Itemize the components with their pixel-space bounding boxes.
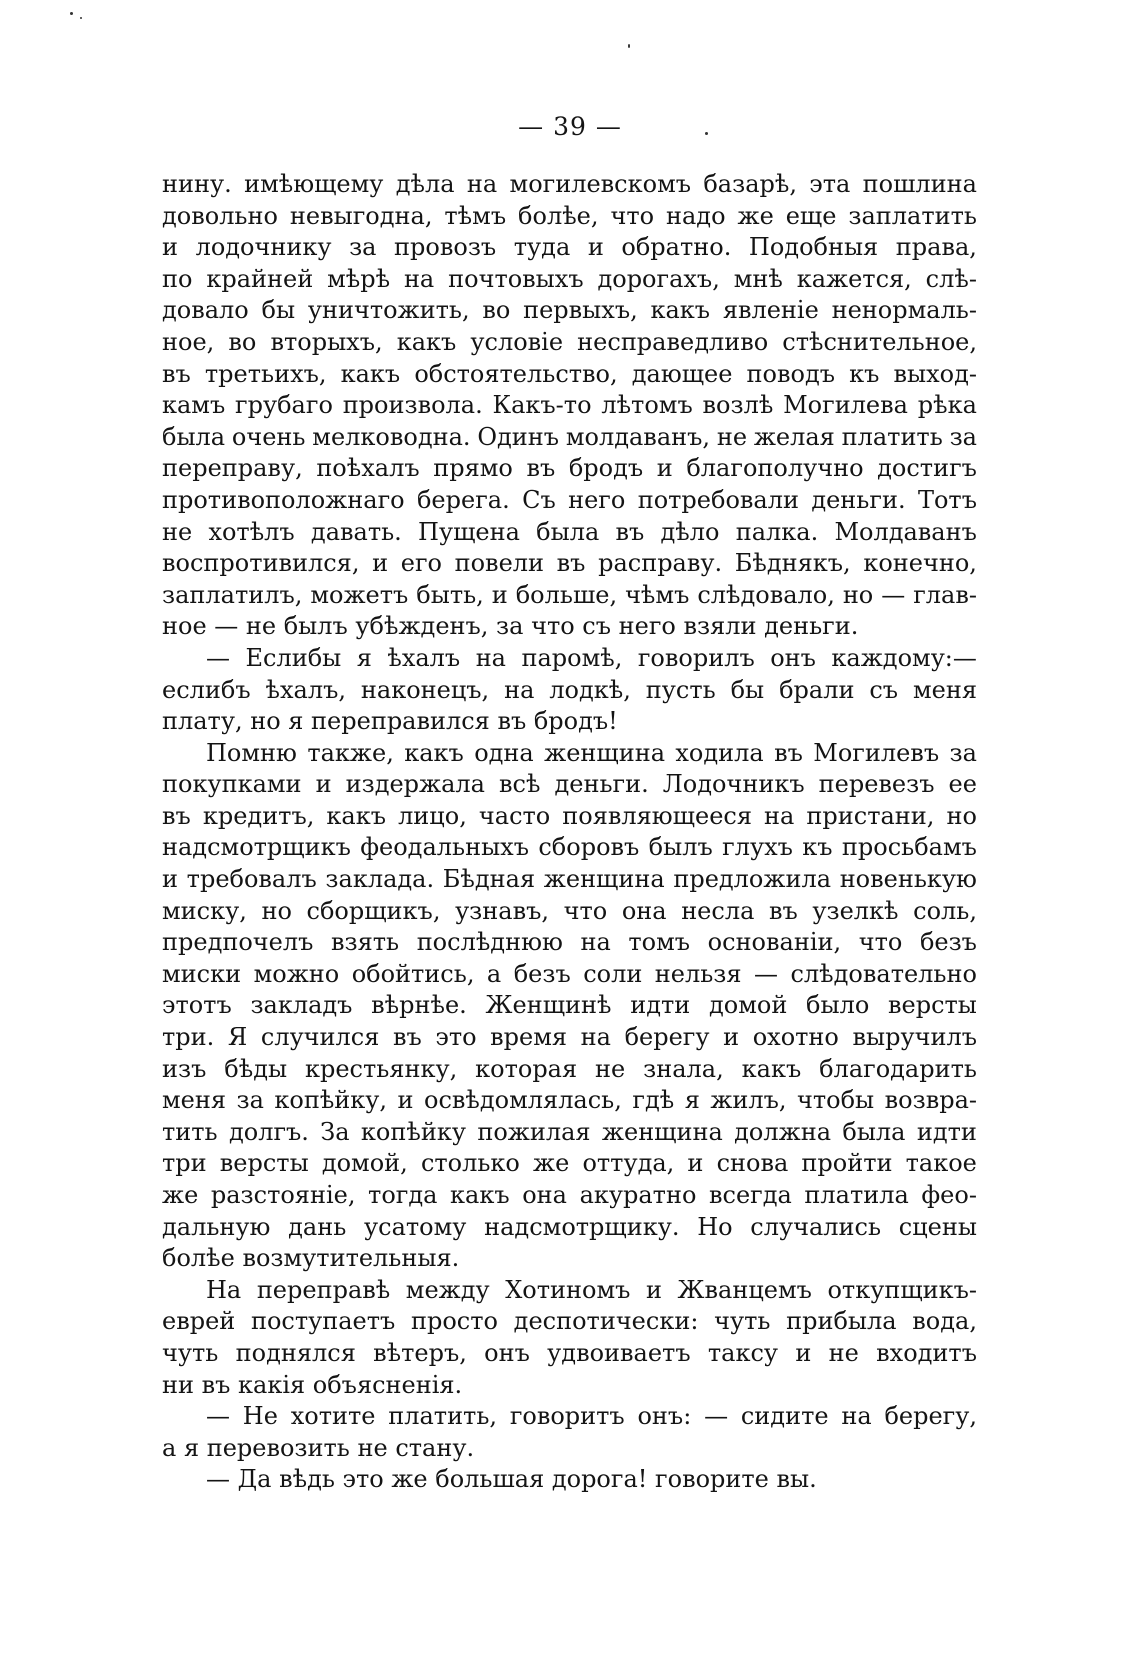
text-line: предпочелъ взять послѣднюю на томъ основаніи, что безъ <box>162 928 977 957</box>
text-line: еврей поступаетъ просто деспотически: чуть прибыла вода, <box>162 1307 977 1336</box>
text-line: три. Я случился въ это время на берегу и охотно выручилъ <box>162 1023 977 1052</box>
text-line: миски можно обойтись, а безъ соли нельзя — слѣдовательно <box>162 959 977 988</box>
page-text <box>162 169 977 1496</box>
text-line: а я перевозить не стану. <box>162 1433 475 1462</box>
text-line: — Да вѣдь это же большая дорога! говорите вы. <box>206 1465 817 1494</box>
text-line: Помню также, какъ одна женщина ходила въ Могилевъ за <box>206 738 977 767</box>
text-line: довало бы уничтожить, во первыхъ, какъ явленіе ненормаль- <box>162 296 977 325</box>
text-line: и требовалъ заклада. Бѣдная женщина предложила новенькую <box>162 865 977 894</box>
scan-speck <box>70 12 73 15</box>
text-line: въ кредитъ, какъ лицо, часто появляющееся на пристани, но <box>162 801 977 830</box>
text-line: надсмотрщикъ феодальныхъ сборовъ былъ глухъ къ просьбамъ <box>162 833 977 862</box>
text-line: и лодочнику за провозъ туда и обратно. Подобныя права, <box>162 233 977 262</box>
text-line: плату, но я переправился въ бродъ! <box>162 707 618 736</box>
text-line: была очень мелководна. Одинъ молдаванъ, не желая платить за <box>162 422 977 451</box>
text-line: На переправѣ между Хотиномъ и Жванцемъ откупщикъ- <box>206 1275 977 1304</box>
scan-speck <box>80 17 82 19</box>
text-line: изъ бѣды крестьянку, которая не знала, какъ благодарить <box>162 1054 977 1083</box>
text-line: этотъ закладъ вѣрнѣе. Женщинѣ идти домой было версты <box>162 991 977 1020</box>
text-line: въ третьихъ, какъ обстоятельство, дающее поводъ къ выход- <box>162 359 977 388</box>
text-line: по крайней мѣрѣ на почтовыхъ дорогахъ, мнѣ кажется, слѣ- <box>162 264 977 293</box>
text-line: еслибъ ѣхалъ, наконецъ, на лодкѣ, пусть бы брали съ меня <box>162 675 977 704</box>
text-line: дальную дань усатому надсмотрщику. Но случались сцены <box>162 1212 977 1241</box>
text-line: противоположнаго берега. Съ него потребовали деньги. Тотъ <box>162 485 977 514</box>
text-line: довольно невыгодна, тѣмъ болѣе, что надо же еще заплатить <box>162 201 977 230</box>
text-line: болѣе возмутительныя. <box>162 1244 460 1273</box>
text-line: же разстояніе, тогда какъ она акуратно всегда платила фео- <box>162 1181 977 1209</box>
text-line: воспротивился, и его повели въ расправу. Бѣднякъ, конечно, <box>162 549 977 578</box>
text-line: тить долгъ. За копѣйку пожилая женщина должна была идти <box>162 1117 977 1146</box>
text-line: — Не хотите платить, говоритъ онъ: — сидите на берегу, <box>206 1402 977 1431</box>
text-line: камъ грубаго произвола. Какъ-то лѣтомъ возлѣ Могилева рѣка <box>162 391 977 420</box>
text-line: не хотѣлъ давать. Пущена была въ дѣло палка. Молдаванъ <box>162 517 977 546</box>
text-line: миску, но сборщикъ, узнавъ, что она несла въ узелкѣ соль, <box>162 896 977 925</box>
text-line: переправу, поѣхалъ прямо въ бродъ и благополучно достигъ <box>162 454 977 483</box>
text-line: ное — не былъ убѣжденъ, за что съ него взяли деньги. <box>162 612 859 641</box>
text-line: — Еслибы я ѣхалъ на паромѣ, говорилъ онъ каждому:— <box>206 643 977 672</box>
text-line: ни въ какія объясненія. <box>162 1370 463 1399</box>
text-line: покупками и издержала всѣ деньги. Лодочникъ перевезъ ее <box>162 770 977 799</box>
text-line: нину. имѣющему дѣла на могилевскомъ базарѣ, эта пошлина <box>162 170 977 198</box>
text-line: три версты домой, столько же оттуда, и снова пройти такое <box>162 1149 977 1178</box>
text-line: чуть поднялся вѣтеръ, онъ удвоиваетъ таксу и не входитъ <box>162 1338 977 1367</box>
text-line: заплатилъ, можетъ быть, и больше, чѣмъ слѣдовало, но — глав- <box>162 580 977 609</box>
text-line: ное, во вторыхъ, какъ условіе несправедливо стѣснительное, <box>162 327 977 356</box>
text-line: меня за копѣйку, и освѣдомлялась, гдѣ я жилъ, чтобы возвра- <box>162 1086 977 1115</box>
page-number: — 39 — <box>518 112 622 141</box>
scan-speck <box>628 44 630 48</box>
